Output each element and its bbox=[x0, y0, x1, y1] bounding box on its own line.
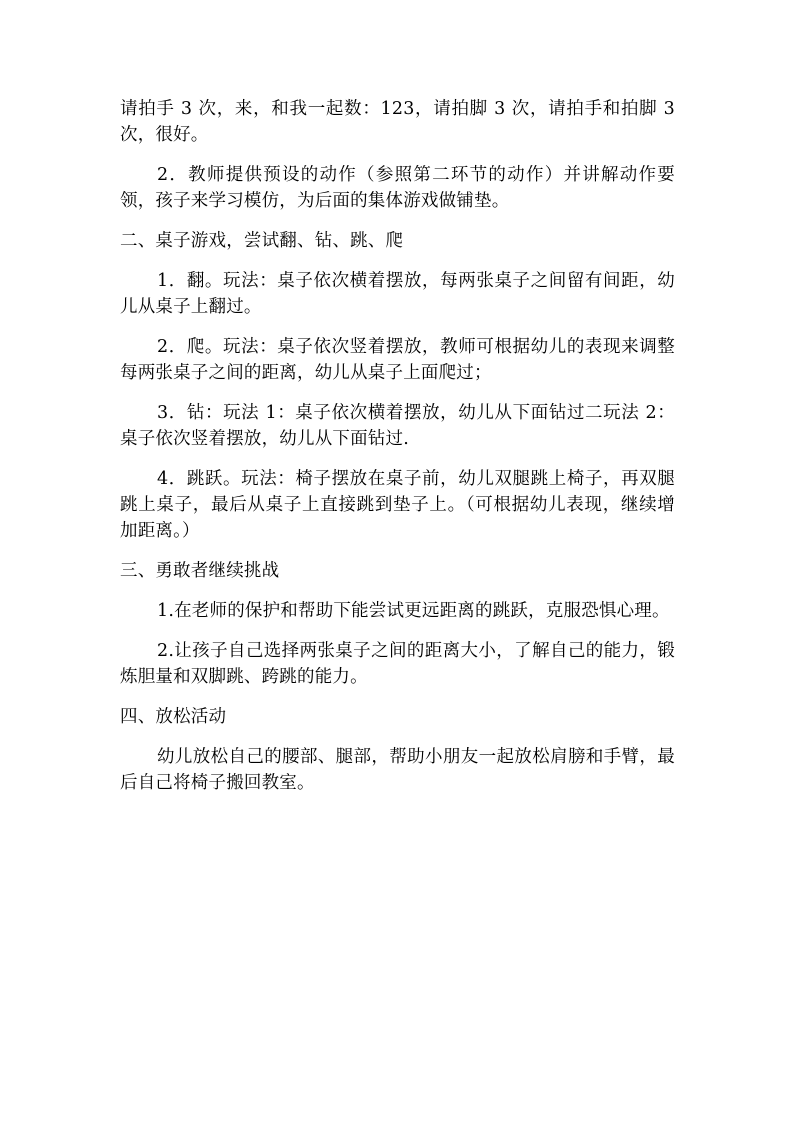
paragraph-crawl: 2．爬。玩法：桌子依次竖着摆放，教师可根据幼儿的表现来调整每两张桌子之间的距离，幼儿从桌子上面爬过； bbox=[120, 337, 675, 383]
paragraph-jump: 4．跳跃。玩法：椅子摆放在桌子前，幼儿双腿跳上椅子，再双腿跳上桌子，最后从桌子上直接跳到垫子上。（可根据幼儿表现，继续增加距离。） bbox=[120, 469, 675, 541]
paragraph-clap-instructions: 请拍手 3 次，来，和我一起数：123，请拍脚 3 次，请拍手和拍脚 3 次，很好。 bbox=[120, 99, 675, 145]
paragraph-flip: 1．翻。玩法：桌子依次横着摆放，每两张桌子之间留有间距，幼儿从桌子上翻过。 bbox=[120, 271, 675, 317]
section-heading-challenge: 三、勇敢者继续挑战 bbox=[120, 561, 280, 581]
section-heading-table-games: 二、桌子游戏，尝试翻、钻、跳、爬 bbox=[120, 231, 404, 251]
paragraph-relax: 幼儿放松自己的腰部、腿部，帮助小朋友一起放松肩膀和手臂，最后自己将椅子搬回教室。 bbox=[120, 747, 675, 793]
paragraph-challenge-1: 1.在老师的保护和帮助下能尝试更远距离的跳跃，克服恐惧心理。 bbox=[157, 601, 670, 621]
paragraph-challenge-2: 2.让孩子自己选择两张桌子之间的距离大小，了解自己的能力，锻炼胆量和双脚跳、跨跳的能力。 bbox=[120, 641, 675, 687]
paragraph-drill: 3．钻：玩法 1：桌子依次横着摆放，幼儿从下面钻过二玩法 2：桌子依次竖着摆放，幼儿从下面钻过. bbox=[120, 403, 675, 449]
section-heading-relax: 四、放松活动 bbox=[120, 707, 227, 727]
paragraph-teacher-demo: 2．教师提供预设的动作（参照第二环节的动作）并讲解动作要领，孩子来学习模仿，为后面的集体游戏做铺垫。 bbox=[120, 165, 675, 211]
document-body bbox=[120, 96, 675, 810]
